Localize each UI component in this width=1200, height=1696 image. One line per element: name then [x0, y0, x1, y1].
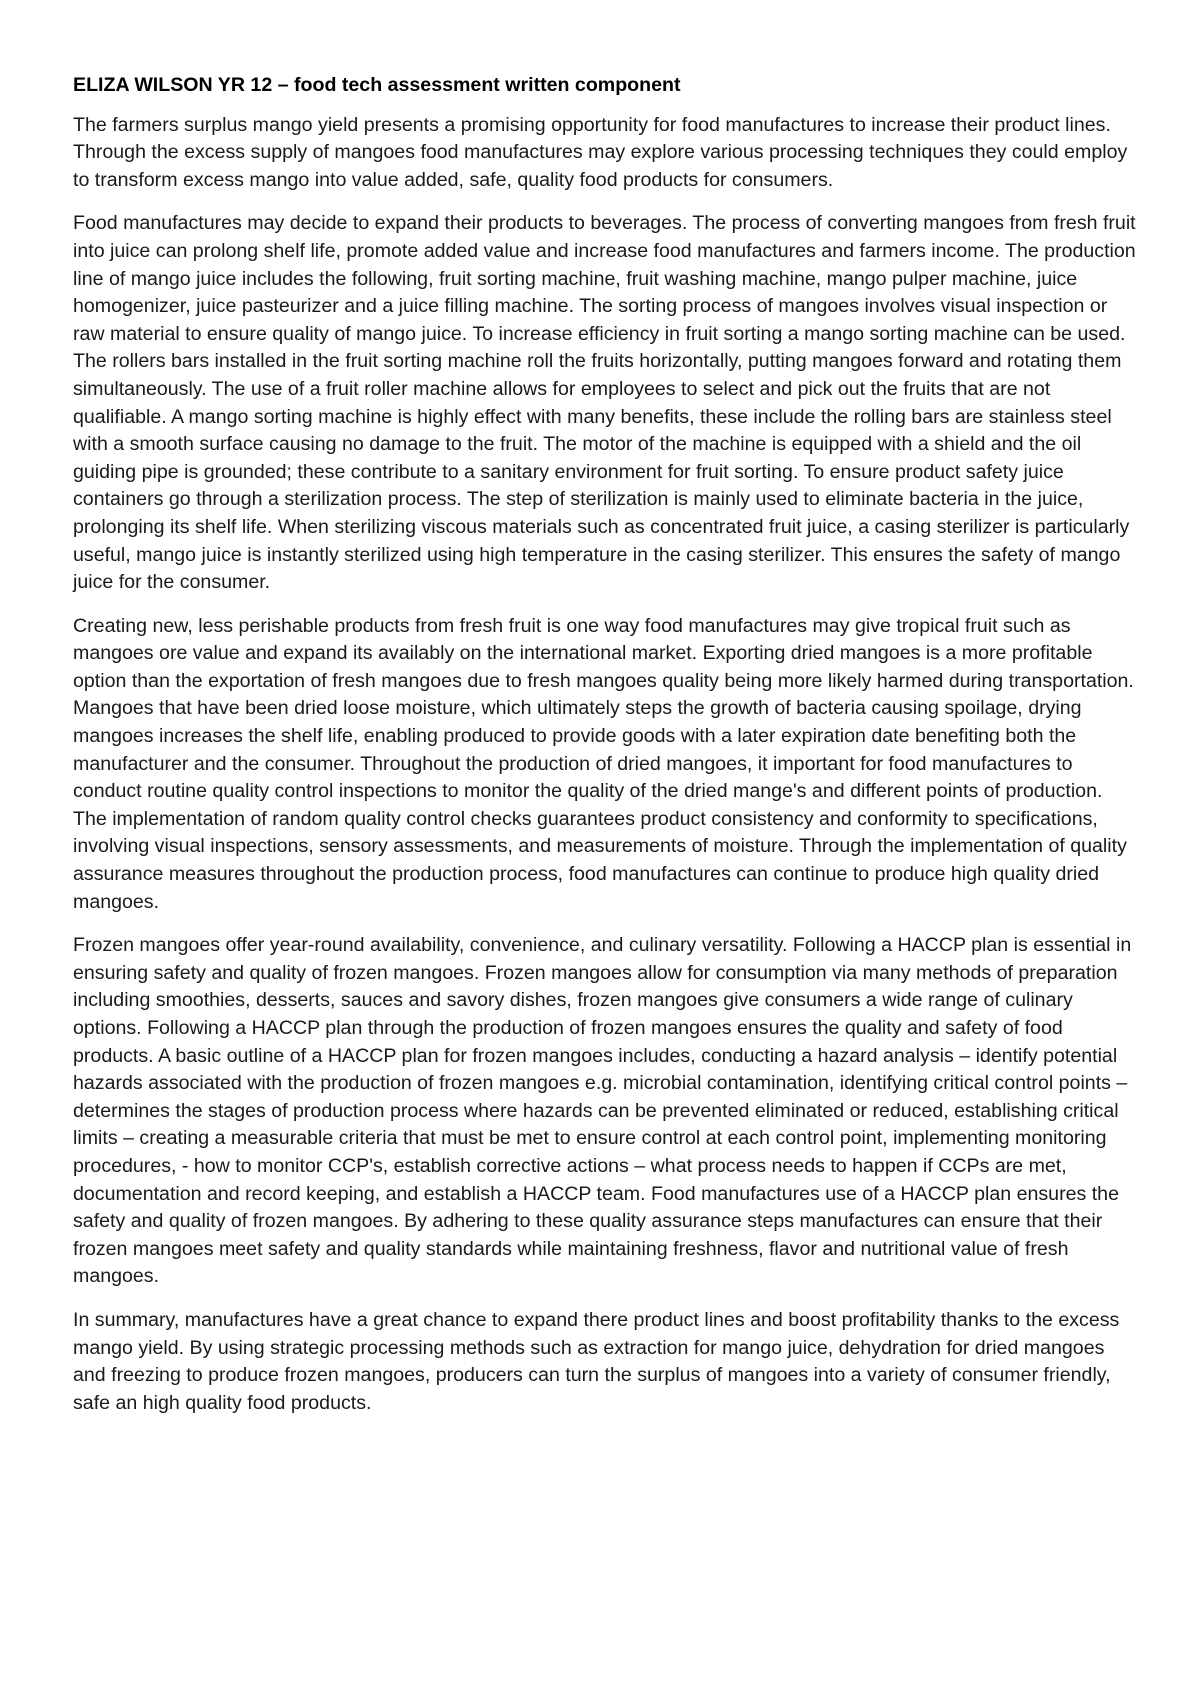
paragraph-mango-juice: Food manufactures may decide to expand their products to beverages. The process of converting mangoes from fresh fruit into juice can prolong shelf life, promote added value and increase food manufactures and farmers income. The production line of mango juice includes the following, fruit sorting machine, fruit washing machine, mango pulper machine, juice homogenizer, juice pasteurizer and a juice filling machine. The sorting process of mangoes involves visual inspection or raw material to ensure quality of mango juice. To increase efficiency in fruit sorting a mango sorting machine can be used. The rollers bars installed in the fruit sorting machine roll the fruits horizontally, putting mangoes forward and rotating them simultaneously. The use of a fruit roller machine allows for employees to select and pick out the fruits that are not qualifiable. A mango sorting machine is highly effect with many benefits, these include the rolling bars are stainless steel with a smooth surface causing no damage to the fruit. The motor of the machine is equipped with a shield and the oil guiding pipe is grounded; these contribute to a sanitary environment for fruit sorting. To ensure product safety juice containers go through a sterilization process. The step of sterilization is mainly used to eliminate bacteria in the juice, prolonging its shelf life. When sterilizing viscous materials such as concentrated fruit juice, a casing sterilizer is particularly useful, mango juice is instantly sterilized using high temperature in the casing sterilizer. This ensures the safety of mango juice for the consumer.	[73, 212, 1136, 594]
document-title: ELIZA WILSON YR 12 – food tech assessment written component	[73, 74, 681, 96]
paragraph-dried-mangoes: Creating new, less perishable products from fresh fruit is one way food manufactures may give tropical fruit such as mangoes ore value and expand its availably on the international market. Exporting dried mangoes is a more profitable option than the exportation of fresh mangoes due to fresh mangoes quality being more likely harmed during transportation. Mangoes that have been dried loose moisture, which ultimately steps the growth of bacteria causing spoilage, drying mangoes increases the shelf life, enabling produced to provide goods with a later expiration date benefiting both the manufacturer and the consumer. Throughout the production of dried mangoes, it important for food manufactures to conduct routine quality control inspections to monitor the quality of the dried mange's and different points of production. The implementation of random quality control checks guarantees product consistency and conformity to specifications, involving visual inspections, sensory assessments, and measurements of moisture. Through the implementation of quality assurance measures throughout the production process, food manufactures can continue to produce high quality dried mangoes.	[73, 614, 1134, 913]
paragraph-summary: In summary, manufactures have a great chance to expand there product lines and boost profitability thanks to the excess mango yield. By using strategic processing methods such as extraction for mango juice, dehydration for dried mangoes and freezing to produce frozen mangoes, producers can turn the surplus of mangoes into a variety of consumer friendly, safe an high quality food products.	[73, 1308, 1120, 1414]
paragraph-frozen-mangoes: Frozen mangoes offer year-round availability, convenience, and culinary versatility. Following a HACCP plan is essential in ensuring safety and quality of frozen mangoes. Frozen mangoes allow for consumption via many methods of preparation including smoothies, desserts, sauces and savory dishes, frozen mangoes give consumers a wide range of culinary options. Following a HACCP plan through the production of frozen mangoes ensures the quality and safety of food products. A basic outline of a HACCP plan for frozen mangoes includes, conducting a hazard analysis – identify potential hazards associated with the production of frozen mangoes e.g. microbial contamination, identifying critical control points – determines the stages of production process where hazards can be prevented eliminated or reduced, establishing critical limits – creating a measurable criteria that must be met to ensure control at each control point, implementing monitoring procedures, - how to monitor CCP's, establish corrective actions – what process needs to happen if CCPs are met, documentation and record keeping, and establish a HACCP team. Food manufactures use of a HACCP plan ensures the safety and quality of frozen mangoes. By adhering to these quality assurance steps manufactures can ensure that their frozen mangoes meet safety and quality standards while maintaining freshness, flavor and nutritional value of fresh mangoes.	[73, 934, 1132, 1288]
paragraph-introduction: The farmers surplus mango yield presents a promising opportunity for food manufactures to increase their product lines. Through the excess supply of mangoes food manufactures may explore various processing techniques they could employ to transform excess mango into value added, safe, quality food products for consumers.	[73, 113, 1128, 191]
document-page	[73, 72, 1141, 1433]
